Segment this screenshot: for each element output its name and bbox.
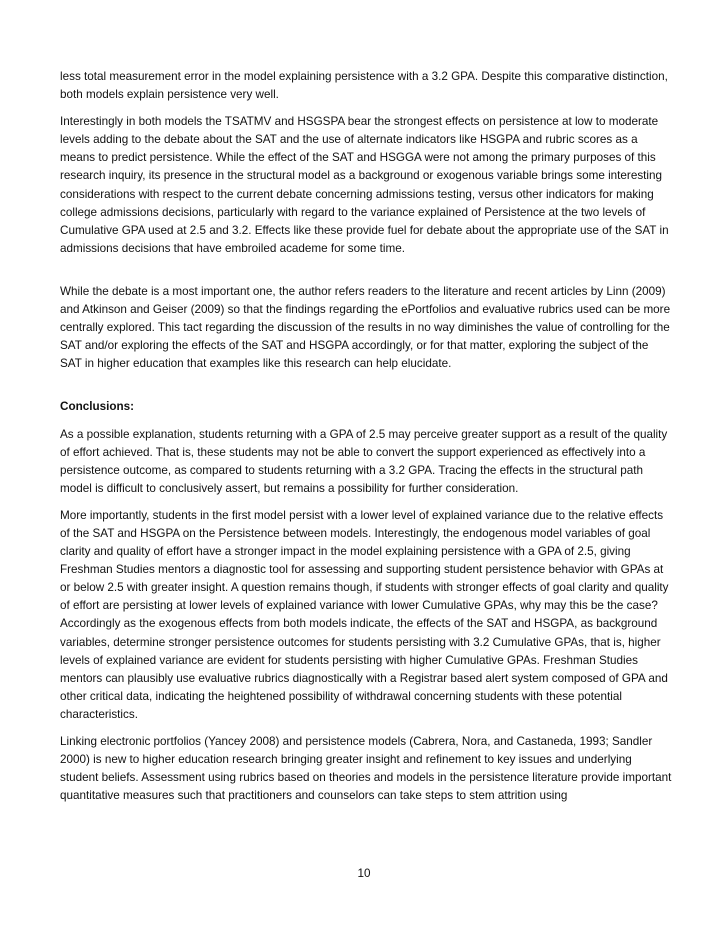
- paragraph-debate-literature: While the debate is a most important one, the author refers readers to the literature and recent articles by Linn (2009) and Atkinson and Geiser (2009) so that the findings regarding the ePortfolios and evaluative rubrics used can be more centrally explored. This tact regarding the discussion of the results in no way diminishes the value of controlling for the SAT and/or exploring the effects of the SAT and HSGPA accordingly, or for that matter, exploring the subject of the SAT in higher education that examples like this research can help elucidate.: [60, 284, 671, 371]
- paragraph-more-importantly: More importantly, students in the first model persist with a lower level of explained variance due to the relative effects of the SAT and HSGPA on the Persistence between models. Interestingly, the endogenous model variables of goal clarity and quality of effort have a stronger impact in the model explaining persistence with a GPA of 2.5, giving Freshman Studies mentors a diagnostic tool for assessing and supporting student persistence behavior with GPAs at or below 2.5 with greater insight. A question remains though, if students with stronger effects of goal clarity and quality of effort are persisting at lower levels of explained variance with lower Cumulative GPAs, why may this be the case? Accordingly as the exogenous effects from both models indicate, the effects of the SAT and HSGPA, as background variables, determine stronger persistence outcomes for students persisting with 3.2 Cumulative GPAs, that is, higher levels of explained variance are evident for students persisting with higher Cumulative GPAs. Freshman Studies mentors can plausibly use evaluative rubrics diagnostically with a Registrar based alert system composed of GPA and other critical data, indicating the heightened possibility of withdrawal concerning students with these potential characteristics.: [60, 508, 669, 721]
- page-body: [60, 68, 672, 814]
- paragraph-possible-explanation: As a possible explanation, students returning with a GPA of 2.5 may perceive greater support as a result of the quality of effort achieved. That is, these students may not be able to convert the support experienced as effectively into a persistence outcome, as compared to students returning with a 3.2 GPA. Tracing the effects in the structural path model is difficult to conclusively assert, but remains a possibility for further consideration.: [60, 427, 668, 495]
- section-heading-conclusions: Conclusions:: [60, 400, 135, 414]
- paragraph-linking-portfolios: Linking electronic portfolios (Yancey 2008) and persistence models (Cabrera, Nora, and Castaneda, 1993; Sandler 2000) is new to higher education research bringing greater insight and refinement to key issues and underlying student beliefs. Assessment using rubrics based on theories and models in the persistence literature provide important quantitative measures such that practitioners and counselors can take steps to stem attrition using: [60, 735, 672, 803]
- paragraph-tsatmv-hsgspa: Interestingly in both models the TSATMV and HSGSPA bear the strongest effects on persistence at low to moderate levels adding to the debate about the SAT and the use of alternate indicators like HSGPA and rubric scores as a means to predict persistence. While the effect of the SAT and HSGGA were not among the primary purposes of this research inquiry, its presence in the structural model as a background or exogenous variable brings some interesting considerations with respect to the current debate concerning admissions testing, versus other indicators for making college admissions decisions, particularly with regard to the variance explained of Persistence at the two levels of Cumulative GPA used at 2.5 and 3.2. Effects like these provide fuel for debate about the appropriate use of the SAT in admissions decisions that have embroiled academe for some time.: [60, 115, 669, 255]
- paragraph-measurement-error: less total measurement error in the model explaining persistence with a 3.2 GPA. Despite this comparative distinction, both models explain persistence very well.: [60, 70, 668, 102]
- page-number: 10: [357, 867, 371, 880]
